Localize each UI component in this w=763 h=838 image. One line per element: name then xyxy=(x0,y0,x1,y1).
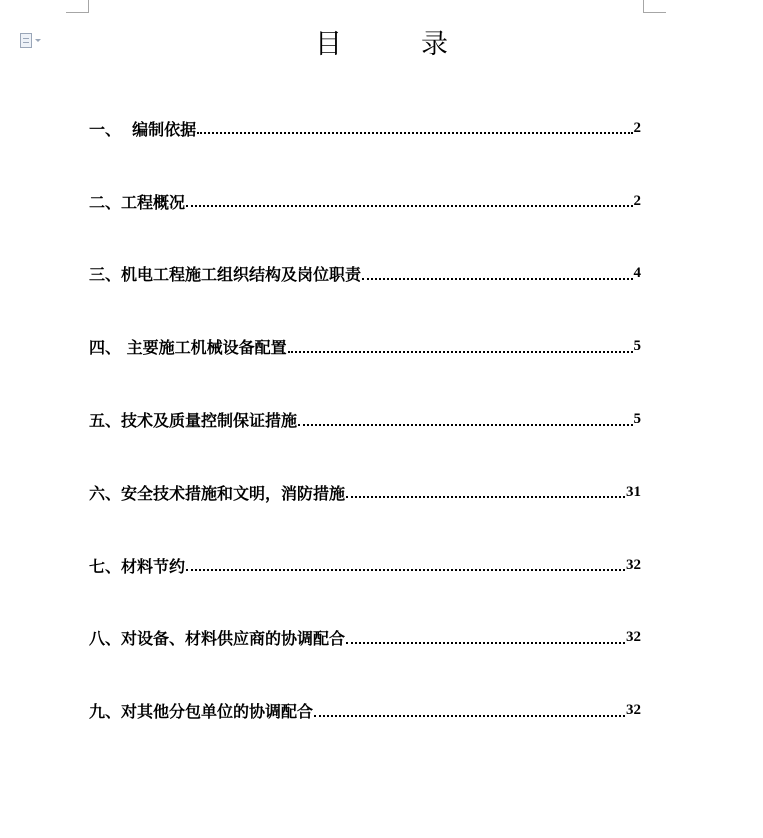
toc-leader xyxy=(346,496,625,498)
toc-label: 三、机电工程施工组织结构及岗位职责 xyxy=(89,265,362,285)
toc-leader xyxy=(288,351,633,353)
toc-page-number: 2 xyxy=(633,119,641,136)
toc-page-number: 4 xyxy=(633,265,641,282)
toc-page-number: 32 xyxy=(626,629,641,646)
toc-item-1[interactable] xyxy=(89,92,641,165)
toc-leader xyxy=(362,278,632,280)
toc-page-number: 31 xyxy=(626,483,641,500)
toc-leader xyxy=(346,642,625,644)
toc-leader xyxy=(314,715,625,717)
toc-page-number: 32 xyxy=(626,702,641,719)
toc-label: 九、对其他分包单位的协调配合 xyxy=(89,702,314,722)
toc-label: 八、对设备、材料供应商的协调配合 xyxy=(89,629,346,649)
crop-mark-top-right xyxy=(643,0,666,13)
toc-leader xyxy=(186,205,632,207)
table-of-contents xyxy=(89,92,641,747)
toc-leader xyxy=(186,569,625,571)
toc-item-9[interactable] xyxy=(89,674,641,747)
toc-page-number: 5 xyxy=(633,338,641,355)
toc-item-5[interactable] xyxy=(89,383,641,456)
toc-label: 六、安全技术措施和文明，消防措施 xyxy=(89,483,346,503)
toc-leader xyxy=(298,424,632,426)
toc-page-number: 32 xyxy=(626,556,641,573)
toc-leader xyxy=(197,132,632,134)
toc-label: 四、 主要施工机械设备配置 xyxy=(89,338,287,358)
toc-item-6[interactable] xyxy=(89,456,641,529)
toc-label: 五、技术及质量控制保证措施 xyxy=(89,411,298,431)
toc-item-7[interactable] xyxy=(89,529,641,602)
crop-mark-top-left xyxy=(66,0,89,13)
toc-label: 七、材料节约 xyxy=(89,556,186,576)
toc-item-3[interactable] xyxy=(89,238,641,311)
toc-item-4[interactable] xyxy=(89,310,641,383)
toc-item-8[interactable] xyxy=(89,602,641,675)
toc-page-number: 2 xyxy=(633,192,641,209)
page-title: 目 录 xyxy=(315,29,474,60)
toc-label: 一、 编制依据 xyxy=(89,119,197,139)
toc-item-2[interactable] xyxy=(89,165,641,238)
toc-label: 二、工程概况 xyxy=(89,192,186,212)
toc-page-number: 5 xyxy=(633,411,641,428)
